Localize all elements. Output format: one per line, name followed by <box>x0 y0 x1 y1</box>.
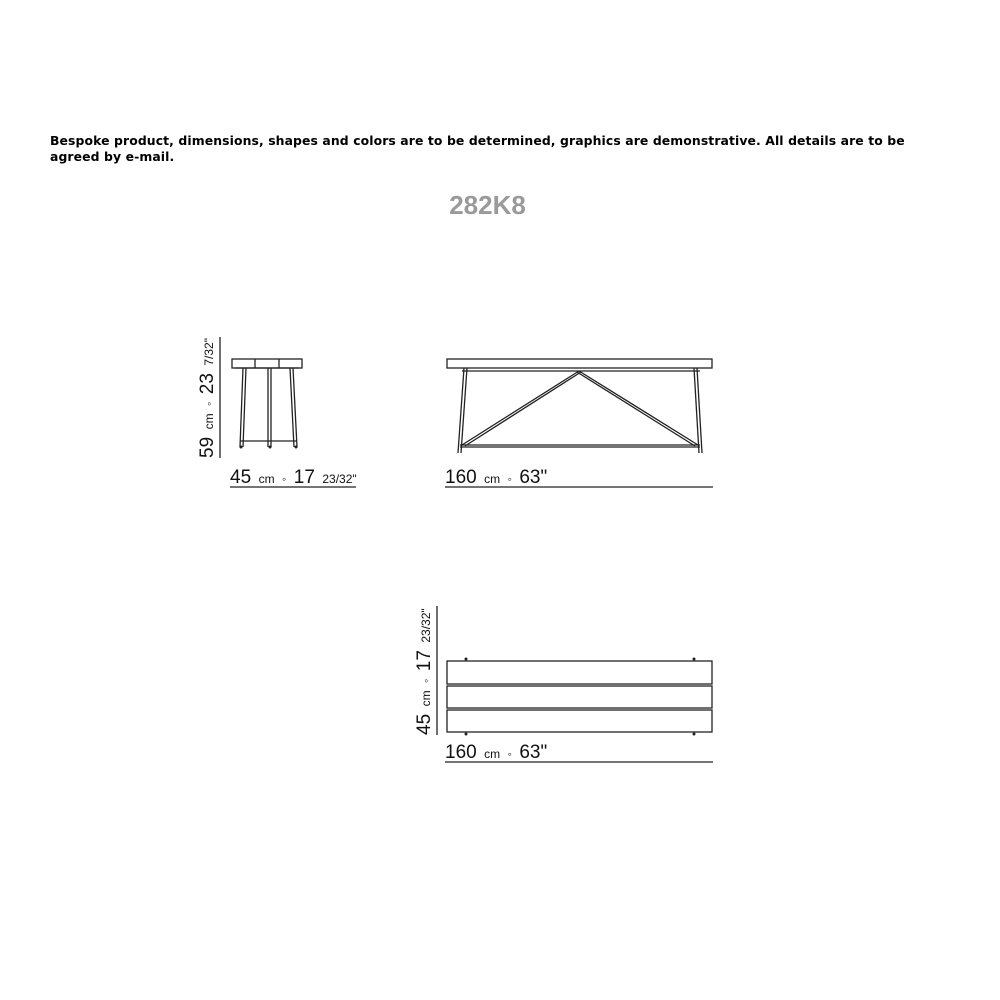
front-view <box>445 359 713 487</box>
top-view <box>437 606 713 762</box>
front-leg-left <box>458 368 464 453</box>
front-leg-left <box>461 368 467 453</box>
front-top-board <box>447 359 712 368</box>
front-brace-left <box>465 372 581 446</box>
side-view <box>220 337 356 487</box>
side-leg-left <box>240 368 243 447</box>
side-depth-label: 45 cm ◦ 17 23/32" <box>230 467 357 488</box>
top-depth-label: 45 cm ◦ 17 23/32" <box>414 608 435 735</box>
front-width-label: 160 cm ◦ 63" <box>445 467 548 488</box>
product-code: 282K8 <box>449 190 526 220</box>
top-width-label: 160 cm ◦ 63" <box>445 742 548 763</box>
front-brace-left <box>462 371 579 445</box>
side-leg-left <box>243 368 246 447</box>
top-plank <box>447 710 712 732</box>
side-height-label: 59 cm ◦ 23 7/32" <box>197 338 218 458</box>
top-plank <box>447 686 712 708</box>
disclaimer-text: Bespoke product, dimensions, shapes and colors are to be determined, graphics are demonstrative. All details are to be agreed by e-mail. <box>50 133 905 164</box>
front-brace-right <box>579 371 698 445</box>
top-view-leg-marks <box>465 658 696 736</box>
front-brace-right <box>577 372 695 446</box>
top-plank <box>447 661 712 684</box>
side-top-board <box>232 359 302 368</box>
